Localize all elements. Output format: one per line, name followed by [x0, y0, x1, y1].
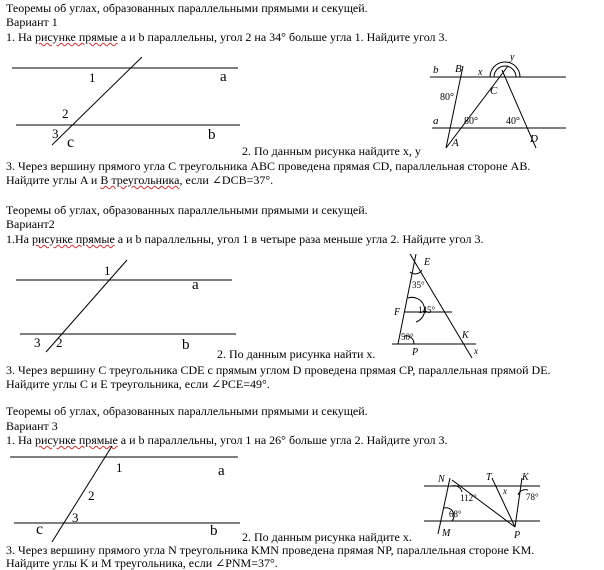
v1-fig1-label-a: a: [220, 69, 227, 85]
v2-fig2-label-E: E: [424, 257, 431, 268]
v1-fig2-label-a: a: [433, 115, 439, 127]
v1-fig2-label-C: C: [490, 85, 498, 97]
v2-fig2-label-F: F: [394, 307, 401, 318]
v2-fig1-label-1: 1: [104, 263, 111, 278]
v2-task3-line1: 3. Через вершину C треугольника CDE с прямым углом D проведена прямая CP, параллельная прямой DE.: [6, 363, 551, 377]
v3-fig2-label-x: x: [503, 486, 507, 496]
v1-fig1-label-3: 3: [52, 126, 59, 141]
v1-header: Теоремы об углах, образованных параллельными прямыми и секущей.: [6, 1, 368, 15]
v3-task1: 1. На рисунке прямые a и b параллельны, угол 1 на 26° больше угла 2. Найдите угол 3.: [6, 433, 448, 447]
v1-variant-label: Вариант 1: [6, 15, 58, 29]
v1-fig2-label-A: A: [452, 137, 459, 149]
v3-header: Теоремы об углах, образованных параллельными прямыми и секущей.: [6, 404, 368, 418]
v3-fig2-label-112: 112°: [460, 493, 477, 503]
v3-fig1-label-3: 3: [72, 510, 79, 525]
v1-fig2-label-80a: 80°: [440, 92, 454, 103]
v2-fig1-label-3: 3: [34, 335, 41, 350]
v2-variant-label: Вариант2: [6, 217, 55, 231]
v1-task1: 1. На рисунке прямые a и b параллельны, угол 2 на 34° больше угла 1. Найдите угол 3.: [6, 30, 448, 44]
v3-fig2-label-T: T: [486, 472, 492, 483]
v3-fig2-label-78: 78°: [526, 492, 539, 502]
v2-fig2-label-P: P: [412, 347, 419, 358]
v3-fig1-label-2: 2: [88, 488, 95, 503]
v3-task3-line2: Найдите углы K и M треугольника, если ∠PNM=37°.: [6, 556, 278, 570]
v2-task2: 2. По данным рисунка найти x.: [217, 347, 376, 361]
v3-fig1-label-1: 1: [116, 460, 123, 475]
v2-fig2-label-35: 35°: [412, 280, 425, 290]
v2-task3-line2: Найдите углы C и E треугольника, если ∠PCE=49°.: [6, 377, 270, 391]
v1-fig2-label-y: y: [510, 52, 515, 63]
v3-fig2-label-N: N: [438, 474, 445, 485]
v1-fig1-label-1: 1: [89, 70, 96, 85]
v3-variant-label: Вариант 3: [6, 419, 58, 433]
v2-fig2-label-x: x: [474, 346, 478, 356]
v3-fig2-label-P: P: [514, 530, 521, 541]
v3-task2: 2. По данным рисунка найдите x.: [242, 530, 412, 544]
v3-fig1-label-c: c: [36, 521, 44, 538]
v1-fig1-label-2: 2: [62, 106, 69, 121]
v1-fig2-label-40: 40°: [506, 116, 520, 127]
v2-task1: 1.На рисунке прямые a и b параллельны, угол 1 в четыре раза меньше угла 2. Найдите угол 3.: [6, 232, 484, 246]
v1-fig2-label-b: b: [433, 64, 439, 76]
v2-fig1-label-b: b: [182, 337, 190, 353]
v2-fig1-label-2: 2: [56, 335, 63, 350]
v1-task2: 2. По данным рисунка найдите x, y: [242, 144, 421, 158]
v1-fig1-label-c: c: [67, 134, 75, 151]
v1-task3-line2: Найдите углы A и B треугольника, если ∠DCB=37°.: [6, 173, 274, 187]
v2-fig2-label-K: K: [462, 330, 469, 341]
v1-fig2-label-B: B: [455, 63, 462, 75]
v1-fig1-label-b: b: [208, 127, 216, 143]
v2-header: Теоремы об углах, образованных параллельными прямыми и секущей.: [6, 203, 368, 217]
v3-fig2-label-M: M: [442, 528, 451, 539]
v2-fig2-label-50: 50°: [401, 332, 414, 342]
v3-fig1-label-a: a: [218, 463, 225, 479]
v1-task3-line1: 3. Через вершину прямого угла C треугольника ABC проведена прямая CD, параллельная стороне AB.: [6, 159, 531, 173]
v2-fig1-label-a: a: [192, 277, 199, 293]
v3-fig2-label-K: K: [522, 472, 529, 483]
v3-task3-line1: 3. Через вершину прямого угла N треугольника KMN проведена прямая NP, параллельная стороне KM.: [6, 543, 535, 557]
v3-fig2-label-68: 68°: [449, 509, 462, 519]
v2-fig2-label-145: 145°: [418, 305, 436, 315]
v1-fig2-label-D: D: [530, 133, 538, 145]
v1-fig2-label-80b: 80°: [464, 116, 478, 127]
v3-fig1-label-b: b: [210, 523, 218, 539]
v1-fig2-label-x: x: [478, 67, 483, 78]
